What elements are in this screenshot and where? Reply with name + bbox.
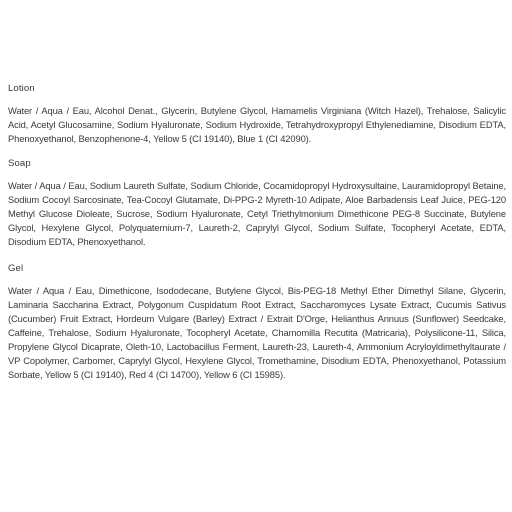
soap-ingredients: Water / Aqua / Eau, Sodium Laureth Sulfate, Sodium Chloride, Cocamidopropyl Hydroxysultaine, Lauramidopropyl Betaine, Sodium Cocoyl Sarcosinate, Tea-Cocoyl Glutamate, Di-PPG-2 Myreth-10 Adipate, Aloe Barbadensis Leaf Juice, PEG-120 Methyl Glucose Dioleate, Sucrose, Sodium Hyaluronate, Cetyl Triethylmonium Dimethicone PEG-8 Succinate, Butylene Glycol, Hexylene Glycol, Polyquaternium-7, Laureth-2, Caprylyl Glycol, Sodium Sulfate, Tocopheryl Acetate, EDTA, Disodium EDTA, Phenoxyethanol. (8, 180, 506, 247)
gel-ingredients: Water / Aqua / Eau, Dimethicone, Isododecane, Butylene Glycol, Bis-PEG-18 Methyl Ether Dimethyl Silane, Glycerin, Laminaria Saccharina Extract, Polygonum Cuspidatum Root Extract, Saccharomyces Lysate Extract, Cucumis Sativus (Cucumber) Fruit Extract, Hordeum Vulgare (Barley) Extract / Extrait D'Orge, Helianthus Annuus (Sunflower) Seedcake, Caffeine, Trehalose, Sodium Hyaluronate, Tocopheryl Acetate, Chamomilla Recutita (Matricaria), Polysilicone-11, Silica, Propylene Glycol Dicaprate, Oleth-10, Lactobacillus Ferment, Laureth-23, Laureth-4, Ammonium Acryloyldimethyltaurate / VP Copolymer, Carbomer, Caprylyl Glycol, Hexylene Glycol, Tromethamine, Disodium EDTA, Phenoxyethanol, Potassium Sorbate, Yellow 5 (CI 19140), Red 4 (CI 14700), Yellow 6 (CI 15985). (8, 285, 506, 380)
ingredients-document (8, 82, 506, 393)
gel-title: Gel (8, 263, 24, 274)
gel-section (8, 262, 506, 382)
soap-title: Soap (8, 158, 31, 169)
lotion-section (8, 82, 506, 146)
lotion-ingredients: Water / Aqua / Eau, Alcohol Denat., Glycerin, Butylene Glycol, Hamamelis Virginiana (Witch Hazel), Trehalose, Salicylic Acid, Acetyl Glucosamine, Sodium Hyaluronate, Sodium Hydroxide, Tetrahydroxypropyl Ethylenediamine, Disodium EDTA, Phenoxyethanol, Benzophenone-4, Yellow 5 (CI 19140), Blue 1 (CI 42090). (8, 105, 506, 144)
lotion-title: Lotion (8, 83, 35, 94)
soap-section (8, 157, 506, 249)
